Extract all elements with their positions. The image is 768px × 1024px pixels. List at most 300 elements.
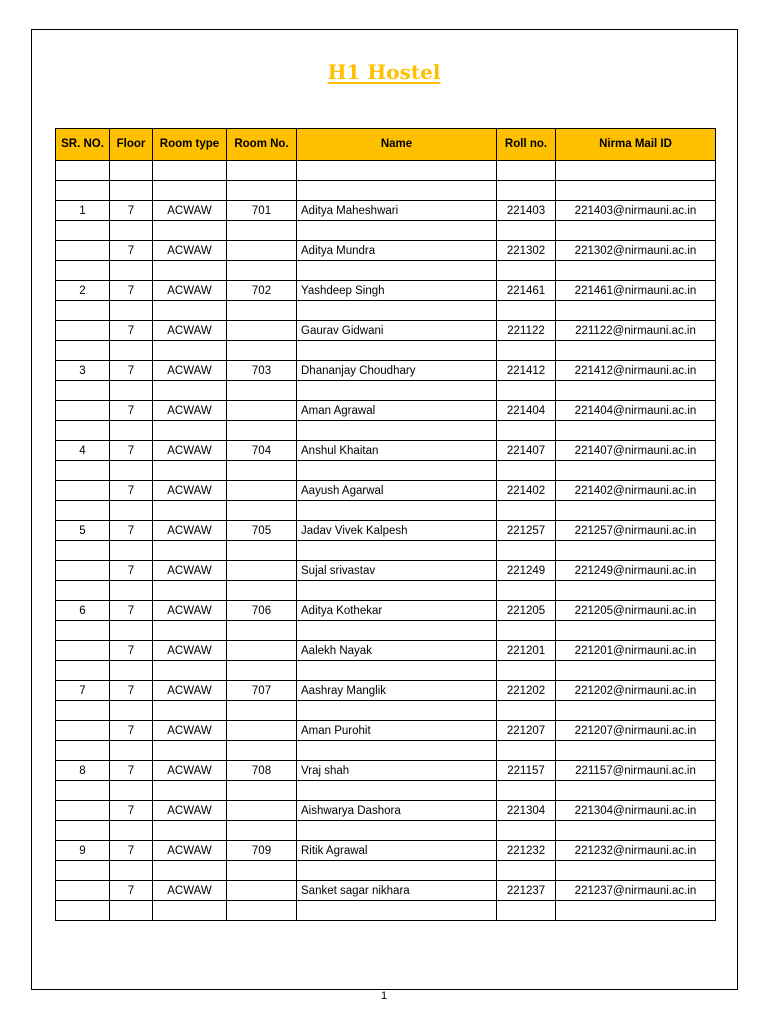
cell-mail-id: 221232@nirmauni.ac.in <box>556 841 716 861</box>
cell-mail-id <box>556 461 716 481</box>
cell-room-type: ACWAW <box>153 281 227 301</box>
cell-roll-no: 221122 <box>497 321 556 341</box>
cell-room-no <box>227 181 297 201</box>
cell-sr-no <box>56 861 110 881</box>
cell-room-type <box>153 621 227 641</box>
cell-room-no <box>227 641 297 661</box>
cell-floor: 7 <box>110 521 153 541</box>
cell-mail-id <box>556 581 716 601</box>
cell-name <box>297 181 497 201</box>
cell-floor: 7 <box>110 681 153 701</box>
cell-roll-no <box>497 461 556 481</box>
cell-name <box>297 461 497 481</box>
cell-mail-id: 221412@nirmauni.ac.in <box>556 361 716 381</box>
cell-sr-no: 8 <box>56 761 110 781</box>
table-row <box>56 481 716 501</box>
cell-mail-id: 221122@nirmauni.ac.in <box>556 321 716 341</box>
cell-sr-no: 4 <box>56 441 110 461</box>
cell-room-no: 705 <box>227 521 297 541</box>
cell-floor: 7 <box>110 401 153 421</box>
cell-name: Aman Agrawal <box>297 401 497 421</box>
cell-roll-no <box>497 261 556 281</box>
table-row <box>56 421 716 441</box>
cell-room-type <box>153 581 227 601</box>
cell-floor <box>110 661 153 681</box>
cell-room-no <box>227 721 297 741</box>
cell-room-no: 701 <box>227 201 297 221</box>
cell-mail-id: 221407@nirmauni.ac.in <box>556 441 716 461</box>
cell-floor <box>110 501 153 521</box>
cell-room-no <box>227 821 297 841</box>
table-row <box>56 161 716 181</box>
cell-room-type <box>153 541 227 561</box>
cell-mail-id <box>556 301 716 321</box>
cell-sr-no <box>56 321 110 341</box>
cell-name: Aayush Agarwal <box>297 481 497 501</box>
cell-room-type: ACWAW <box>153 401 227 421</box>
cell-floor <box>110 861 153 881</box>
cell-floor <box>110 581 153 601</box>
cell-room-type: ACWAW <box>153 761 227 781</box>
cell-sr-no <box>56 501 110 521</box>
table-row <box>56 201 716 221</box>
cell-mail-id <box>556 781 716 801</box>
header-roll-no: Roll no. <box>497 129 556 161</box>
cell-sr-no <box>56 721 110 741</box>
cell-sr-no <box>56 181 110 201</box>
cell-room-type <box>153 821 227 841</box>
table-row <box>56 321 716 341</box>
table-row <box>56 821 716 841</box>
cell-room-no <box>227 581 297 601</box>
cell-mail-id: 221237@nirmauni.ac.in <box>556 881 716 901</box>
cell-room-type: ACWAW <box>153 641 227 661</box>
cell-floor <box>110 221 153 241</box>
cell-mail-id: 221207@nirmauni.ac.in <box>556 721 716 741</box>
page-number: 1 <box>380 990 388 1002</box>
cell-room-no <box>227 421 297 441</box>
cell-sr-no <box>56 241 110 261</box>
cell-room-no: 708 <box>227 761 297 781</box>
cell-roll-no: 221402 <box>497 481 556 501</box>
cell-roll-no <box>497 381 556 401</box>
cell-room-no <box>227 561 297 581</box>
cell-roll-no <box>497 221 556 241</box>
table-row <box>56 801 716 821</box>
cell-sr-no <box>56 401 110 421</box>
cell-mail-id: 221257@nirmauni.ac.in <box>556 521 716 541</box>
table-row <box>56 401 716 421</box>
cell-sr-no <box>56 341 110 361</box>
cell-roll-no <box>497 541 556 561</box>
cell-roll-no: 221205 <box>497 601 556 621</box>
cell-floor <box>110 621 153 641</box>
cell-roll-no <box>497 901 556 921</box>
cell-mail-id <box>556 381 716 401</box>
cell-mail-id <box>556 621 716 641</box>
cell-mail-id <box>556 181 716 201</box>
cell-floor: 7 <box>110 201 153 221</box>
cell-room-no <box>227 501 297 521</box>
cell-name: Ritik Agrawal <box>297 841 497 861</box>
cell-name <box>297 341 497 361</box>
cell-name <box>297 221 497 241</box>
cell-mail-id <box>556 221 716 241</box>
cell-floor <box>110 301 153 321</box>
cell-floor: 7 <box>110 721 153 741</box>
cell-sr-no <box>56 301 110 321</box>
cell-name <box>297 261 497 281</box>
cell-sr-no <box>56 161 110 181</box>
cell-room-type: ACWAW <box>153 721 227 741</box>
cell-room-type <box>153 661 227 681</box>
document-title: H1 Hostel <box>327 60 441 84</box>
cell-room-type: ACWAW <box>153 481 227 501</box>
cell-room-no <box>227 861 297 881</box>
cell-room-type: ACWAW <box>153 801 227 821</box>
cell-roll-no: 221237 <box>497 881 556 901</box>
cell-name <box>297 161 497 181</box>
cell-room-type: ACWAW <box>153 561 227 581</box>
cell-roll-no <box>497 821 556 841</box>
cell-name: Aditya Kothekar <box>297 601 497 621</box>
cell-name: Aishwarya Dashora <box>297 801 497 821</box>
cell-floor: 7 <box>110 441 153 461</box>
cell-sr-no: 5 <box>56 521 110 541</box>
cell-roll-no <box>497 501 556 521</box>
cell-roll-no: 221232 <box>497 841 556 861</box>
cell-sr-no: 1 <box>56 201 110 221</box>
cell-sr-no <box>56 621 110 641</box>
cell-room-type <box>153 181 227 201</box>
cell-room-no <box>227 881 297 901</box>
cell-room-type <box>153 341 227 361</box>
cell-room-no: 707 <box>227 681 297 701</box>
cell-roll-no: 221403 <box>497 201 556 221</box>
cell-roll-no: 221407 <box>497 441 556 461</box>
cell-floor <box>110 461 153 481</box>
cell-sr-no <box>56 701 110 721</box>
cell-room-type <box>153 861 227 881</box>
cell-name: Gaurav Gidwani <box>297 321 497 341</box>
cell-roll-no <box>497 161 556 181</box>
cell-floor <box>110 781 153 801</box>
cell-room-type <box>153 781 227 801</box>
cell-room-type: ACWAW <box>153 681 227 701</box>
cell-name <box>297 781 497 801</box>
cell-room-no <box>227 901 297 921</box>
table-row <box>56 781 716 801</box>
cell-room-no: 709 <box>227 841 297 861</box>
table-row <box>56 521 716 541</box>
table-row <box>56 281 716 301</box>
table-row <box>56 561 716 581</box>
hostel-roster-table <box>55 128 716 921</box>
cell-roll-no: 221302 <box>497 241 556 261</box>
table-row <box>56 221 716 241</box>
cell-floor: 7 <box>110 641 153 661</box>
cell-name: Sujal srivastav <box>297 561 497 581</box>
cell-mail-id <box>556 901 716 921</box>
cell-sr-no: 6 <box>56 601 110 621</box>
table-row <box>56 181 716 201</box>
cell-sr-no: 7 <box>56 681 110 701</box>
table-row <box>56 381 716 401</box>
cell-roll-no <box>497 581 556 601</box>
cell-name <box>297 381 497 401</box>
cell-floor: 7 <box>110 601 153 621</box>
cell-room-no <box>227 241 297 261</box>
cell-roll-no <box>497 301 556 321</box>
cell-room-no <box>227 401 297 421</box>
table-row <box>56 761 716 781</box>
cell-room-type <box>153 901 227 921</box>
header-floor: Floor <box>110 129 153 161</box>
cell-name <box>297 741 497 761</box>
cell-roll-no: 221412 <box>497 361 556 381</box>
cell-floor: 7 <box>110 801 153 821</box>
cell-room-type: ACWAW <box>153 441 227 461</box>
cell-room-no <box>227 221 297 241</box>
cell-floor <box>110 261 153 281</box>
table-row <box>56 721 716 741</box>
cell-room-type <box>153 741 227 761</box>
cell-floor <box>110 701 153 721</box>
cell-room-no <box>227 261 297 281</box>
cell-roll-no <box>497 861 556 881</box>
cell-floor <box>110 741 153 761</box>
cell-room-no <box>227 461 297 481</box>
cell-mail-id <box>556 541 716 561</box>
cell-mail-id <box>556 161 716 181</box>
cell-room-type <box>153 421 227 441</box>
cell-floor: 7 <box>110 241 153 261</box>
cell-room-no: 704 <box>227 441 297 461</box>
cell-name: Yashdeep Singh <box>297 281 497 301</box>
cell-name <box>297 581 497 601</box>
cell-mail-id: 221403@nirmauni.ac.in <box>556 201 716 221</box>
cell-mail-id <box>556 661 716 681</box>
cell-room-type: ACWAW <box>153 241 227 261</box>
cell-name: Anshul Khaitan <box>297 441 497 461</box>
cell-name <box>297 861 497 881</box>
cell-mail-id <box>556 701 716 721</box>
cell-roll-no: 221404 <box>497 401 556 421</box>
cell-room-type: ACWAW <box>153 201 227 221</box>
table-row <box>56 261 716 281</box>
cell-sr-no: 2 <box>56 281 110 301</box>
cell-mail-id <box>556 261 716 281</box>
table-row <box>56 741 716 761</box>
cell-name: Aditya Maheshwari <box>297 201 497 221</box>
cell-room-no <box>227 741 297 761</box>
cell-name: Aditya Mundra <box>297 241 497 261</box>
cell-sr-no <box>56 821 110 841</box>
table-row <box>56 301 716 321</box>
table-row <box>56 641 716 661</box>
cell-name <box>297 821 497 841</box>
cell-room-type <box>153 381 227 401</box>
cell-sr-no <box>56 781 110 801</box>
header-sr-no: SR. NO. <box>56 129 110 161</box>
cell-name <box>297 901 497 921</box>
cell-sr-no <box>56 741 110 761</box>
cell-floor: 7 <box>110 281 153 301</box>
cell-sr-no <box>56 561 110 581</box>
cell-room-no: 702 <box>227 281 297 301</box>
cell-room-no <box>227 801 297 821</box>
cell-mail-id <box>556 341 716 361</box>
cell-floor: 7 <box>110 561 153 581</box>
cell-mail-id: 221205@nirmauni.ac.in <box>556 601 716 621</box>
cell-roll-no <box>497 661 556 681</box>
cell-sr-no <box>56 881 110 901</box>
cell-name <box>297 701 497 721</box>
table-row <box>56 361 716 381</box>
table-row <box>56 461 716 481</box>
cell-mail-id: 221249@nirmauni.ac.in <box>556 561 716 581</box>
table-row <box>56 341 716 361</box>
table-row <box>56 901 716 921</box>
cell-roll-no: 221304 <box>497 801 556 821</box>
cell-sr-no <box>56 901 110 921</box>
cell-room-type <box>153 261 227 281</box>
cell-room-type <box>153 461 227 481</box>
cell-mail-id: 221404@nirmauni.ac.in <box>556 401 716 421</box>
cell-room-type <box>153 701 227 721</box>
cell-room-type: ACWAW <box>153 601 227 621</box>
cell-name: Aman Purohit <box>297 721 497 741</box>
cell-mail-id <box>556 501 716 521</box>
cell-sr-no <box>56 801 110 821</box>
header-mail-id: Nirma Mail ID <box>556 129 716 161</box>
cell-name <box>297 421 497 441</box>
cell-name <box>297 621 497 641</box>
cell-name: Sanket sagar nikhara <box>297 881 497 901</box>
table-row <box>56 441 716 461</box>
cell-roll-no: 221461 <box>497 281 556 301</box>
cell-room-no <box>227 541 297 561</box>
cell-sr-no <box>56 581 110 601</box>
table-row <box>56 881 716 901</box>
cell-floor: 7 <box>110 761 153 781</box>
cell-roll-no <box>497 701 556 721</box>
cell-room-no <box>227 481 297 501</box>
cell-room-type <box>153 161 227 181</box>
table-row <box>56 581 716 601</box>
cell-room-type: ACWAW <box>153 361 227 381</box>
cell-sr-no <box>56 541 110 561</box>
cell-roll-no <box>497 741 556 761</box>
cell-floor <box>110 541 153 561</box>
cell-room-no <box>227 341 297 361</box>
table-row <box>56 601 716 621</box>
cell-name <box>297 301 497 321</box>
cell-sr-no <box>56 421 110 441</box>
cell-sr-no <box>56 661 110 681</box>
cell-floor <box>110 901 153 921</box>
table-row <box>56 701 716 721</box>
table-row <box>56 661 716 681</box>
cell-roll-no: 221249 <box>497 561 556 581</box>
cell-mail-id: 221202@nirmauni.ac.in <box>556 681 716 701</box>
table-header-row <box>56 129 716 161</box>
cell-roll-no: 221257 <box>497 521 556 541</box>
cell-floor <box>110 161 153 181</box>
cell-floor: 7 <box>110 481 153 501</box>
cell-room-type <box>153 301 227 321</box>
cell-sr-no <box>56 641 110 661</box>
cell-sr-no <box>56 461 110 481</box>
cell-name: Aashray Manglik <box>297 681 497 701</box>
cell-room-no <box>227 781 297 801</box>
cell-mail-id: 221201@nirmauni.ac.in <box>556 641 716 661</box>
cell-room-type: ACWAW <box>153 321 227 341</box>
cell-room-no <box>227 301 297 321</box>
cell-floor <box>110 821 153 841</box>
cell-mail-id <box>556 421 716 441</box>
cell-name: Aalekh Nayak <box>297 641 497 661</box>
cell-name: Vraj shah <box>297 761 497 781</box>
header-room-type: Room type <box>153 129 227 161</box>
table-row <box>56 541 716 561</box>
cell-floor <box>110 421 153 441</box>
cell-roll-no: 221207 <box>497 721 556 741</box>
cell-mail-id <box>556 741 716 761</box>
table-row <box>56 621 716 641</box>
table-row <box>56 501 716 521</box>
cell-name: Dhananjay Choudhary <box>297 361 497 381</box>
cell-roll-no: 221201 <box>497 641 556 661</box>
cell-roll-no <box>497 181 556 201</box>
cell-room-no <box>227 701 297 721</box>
cell-room-type: ACWAW <box>153 841 227 861</box>
table-body <box>56 161 716 921</box>
cell-mail-id: 221304@nirmauni.ac.in <box>556 801 716 821</box>
cell-mail-id: 221461@nirmauni.ac.in <box>556 281 716 301</box>
cell-sr-no <box>56 221 110 241</box>
cell-mail-id: 221302@nirmauni.ac.in <box>556 241 716 261</box>
cell-room-type <box>153 221 227 241</box>
table-row <box>56 681 716 701</box>
table-row <box>56 841 716 861</box>
cell-floor: 7 <box>110 881 153 901</box>
cell-mail-id: 221157@nirmauni.ac.in <box>556 761 716 781</box>
cell-room-type <box>153 501 227 521</box>
cell-mail-id <box>556 861 716 881</box>
cell-floor <box>110 341 153 361</box>
cell-room-no <box>227 381 297 401</box>
cell-room-no <box>227 161 297 181</box>
cell-name: Jadav Vivek Kalpesh <box>297 521 497 541</box>
cell-name <box>297 661 497 681</box>
cell-name <box>297 541 497 561</box>
cell-roll-no: 221157 <box>497 761 556 781</box>
cell-roll-no: 221202 <box>497 681 556 701</box>
cell-room-no <box>227 321 297 341</box>
cell-mail-id <box>556 821 716 841</box>
cell-floor: 7 <box>110 321 153 341</box>
cell-room-no <box>227 661 297 681</box>
cell-name <box>297 501 497 521</box>
cell-room-no: 703 <box>227 361 297 381</box>
cell-room-no <box>227 621 297 641</box>
cell-roll-no <box>497 421 556 441</box>
cell-roll-no <box>497 621 556 641</box>
cell-floor: 7 <box>110 361 153 381</box>
cell-room-type: ACWAW <box>153 521 227 541</box>
cell-roll-no <box>497 341 556 361</box>
